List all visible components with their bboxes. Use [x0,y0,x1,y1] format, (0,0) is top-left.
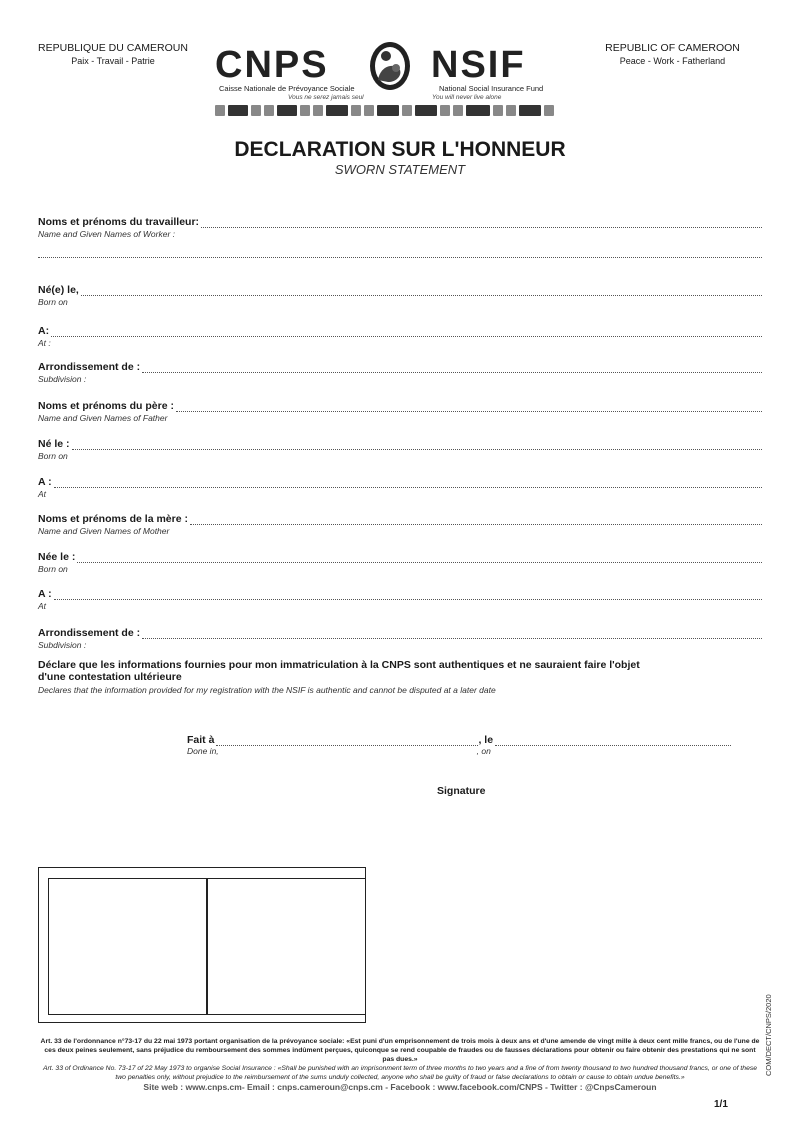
place-fill-line[interactable] [216,736,478,746]
logo-cnps-name: Caisse Nationale de Prévoyance Sociale [219,84,355,93]
fill-line[interactable] [72,440,762,450]
badge-icon [351,105,361,116]
stamp-box-right[interactable] [207,878,366,1015]
badge-icon [251,105,261,116]
declaration-fr-line2: d'une contestation ultérieure [38,671,182,683]
field-worker-birthdate[interactable] [38,284,762,307]
fill-line[interactable] [142,629,762,639]
field-mother-name[interactable] [38,513,762,536]
badge-icon [300,105,310,116]
place-label: Fait à [187,734,215,746]
field-mother-subdivision[interactable] [38,627,762,650]
badge-icon [466,105,490,116]
field-label-en: Born on [38,297,68,307]
document-subtitle: SWORN STATEMENT [334,162,466,177]
country-name-fr: REPUBLIQUE DU CAMEROUN [38,42,188,54]
field-label-en: Name and Given Names of Mother [38,526,170,536]
field-label: A: [38,325,50,337]
fill-line[interactable] [51,327,762,337]
badge-icon [402,105,412,116]
place-label-en: Done in, [187,746,219,756]
field-label-en: Subdivision : [38,640,87,650]
field-father-birthdate[interactable] [38,438,762,461]
declaration-fr-line1: Déclare que les informations fournies pour mon immatriculation à la CNPS sont authentiques et ne sauraient faire l'objet [38,659,640,671]
contact-line: Site web : www.cnps.cm- Email : cnps.cameroun@cnps.cm - Facebook : www.facebook.com/CNPS - Twitter : @CnpsCameroun [143,1082,657,1092]
badge-icon [544,105,554,116]
stamp-box-left[interactable] [48,878,207,1015]
declaration-text [38,659,762,695]
field-father-birthplace[interactable] [38,476,762,499]
field-label: Noms et prénoms du père : [38,400,174,412]
document-title: DECLARATION SUR L'HONNEUR [234,138,566,161]
date-label-en: , on [476,746,491,756]
field-label: Née le : [38,551,76,563]
legal-notice-fr: Art. 33 de l'ordonnance n°73-17 du 22 mai 1973 portant organisation de la prévoyance sociale: «Est puni d'un emprisonnement de trois mois à deux ans et d'une amende de vingt mille à deux cent mille francs, ou de l'une de ces deux peines seulement, sans préjudice du remboursement des sommes indûment perçues, quiconque se rend coupable de fraudes ou de fausses déclarations pour obtenir ou faire obtenir des prestations qui ne sont pas dues.» [40,1038,760,1063]
field-label-en: Born on [38,451,68,461]
field-label-en: Subdivision : [38,374,87,384]
certification-badges [215,103,557,117]
badge-icon [264,105,274,116]
logo-nsif-name: National Social Insurance Fund [439,84,544,93]
fill-line[interactable] [54,478,762,488]
field-worker-birthplace[interactable] [38,325,762,348]
field-label-en: Name and Given Names of Worker : [38,229,175,239]
date-label: , le [478,734,494,746]
field-label: Né(e) le, [38,284,79,296]
field-worker-subdivision[interactable] [38,361,762,384]
emblem-icon [368,40,412,92]
badge-icon [493,105,503,116]
field-label: A : [38,588,52,600]
field-father-name[interactable] [38,400,762,423]
fill-line[interactable] [81,286,762,296]
legal-notice [38,1037,762,1082]
badge-icon [519,105,541,116]
badge-icon [228,105,248,116]
fill-line[interactable] [142,363,762,373]
page-number: 1/1 [714,1099,728,1110]
badge-icon [453,105,463,116]
country-motto-fr: Paix - Travail - Patrie [71,56,155,66]
field-label-en: At [38,489,47,499]
fill-line[interactable] [190,515,762,525]
fill-line[interactable] [176,402,762,412]
field-label: Noms et prénoms du travailleur: [38,216,200,228]
fill-line[interactable] [201,218,762,228]
field-worker-name[interactable] [38,216,762,239]
badge-icon [506,105,516,116]
signature-label: Signature [437,785,486,797]
badge-icon [215,105,225,116]
stamp-boxes-frame [38,867,366,1023]
place-date-field[interactable] [187,734,735,756]
badge-icon [277,105,297,116]
badge-icon [326,105,348,116]
fill-line[interactable] [54,590,762,600]
field-label: Noms et prénoms de la mère : [38,513,188,525]
field-label: Arrondissement de : [38,627,141,639]
badge-icon [377,105,399,116]
logo-cnps-text: CNPS [215,44,329,86]
field-label: Arrondissement de : [38,361,141,373]
field-label-en: Name and Given Names of Father [38,413,168,423]
field-label: A : [38,476,52,488]
country-motto-en: Peace - Work - Fatherland [619,56,726,66]
field-mother-birthdate[interactable] [38,551,762,574]
field-mother-birthplace[interactable] [38,588,762,611]
logo-nsif-text: NSIF [431,44,526,86]
badge-icon [440,105,450,116]
badge-icon [364,105,374,116]
header-right [600,42,745,68]
badge-icon [415,105,437,116]
fill-line[interactable] [77,553,762,563]
date-fill-line[interactable] [495,736,731,746]
legal-notice-en: Art. 33 of Ordinance No. 73-17 of 22 May 1973 to organise Social Insurance : «Shall be punished with an imprisonment term of three months to two years and a fine of from twenty thousand to two hundred thousand francs, or one of these two penalties only, without prejudice to the reimbursement of the sums unduly collected, anyone who shall be guilty of fraud or false declarations to obtain or cause to obtain undue benefits.» [42,1065,758,1081]
field-label-en: At : [38,338,51,348]
field-label-en: At [38,601,47,611]
logo-cnps-motto: Vous ne serez jamais seul [288,94,364,101]
header-left [38,42,188,68]
field-label: Né le : [38,438,70,450]
logo-nsif-motto: You will never live alone [432,94,502,101]
declaration-en: Declares that the information provided for my registration with the NSIF is authentic and cannot be disputed at a later date [38,685,496,695]
fill-line-continuation[interactable] [38,257,762,258]
country-name-en: REPUBLIC OF CAMEROON [605,42,740,54]
field-label-en: Born on [38,564,68,574]
badge-icon [313,105,323,116]
form-code: COM/DECT/CNPS/2020 [764,994,773,1076]
